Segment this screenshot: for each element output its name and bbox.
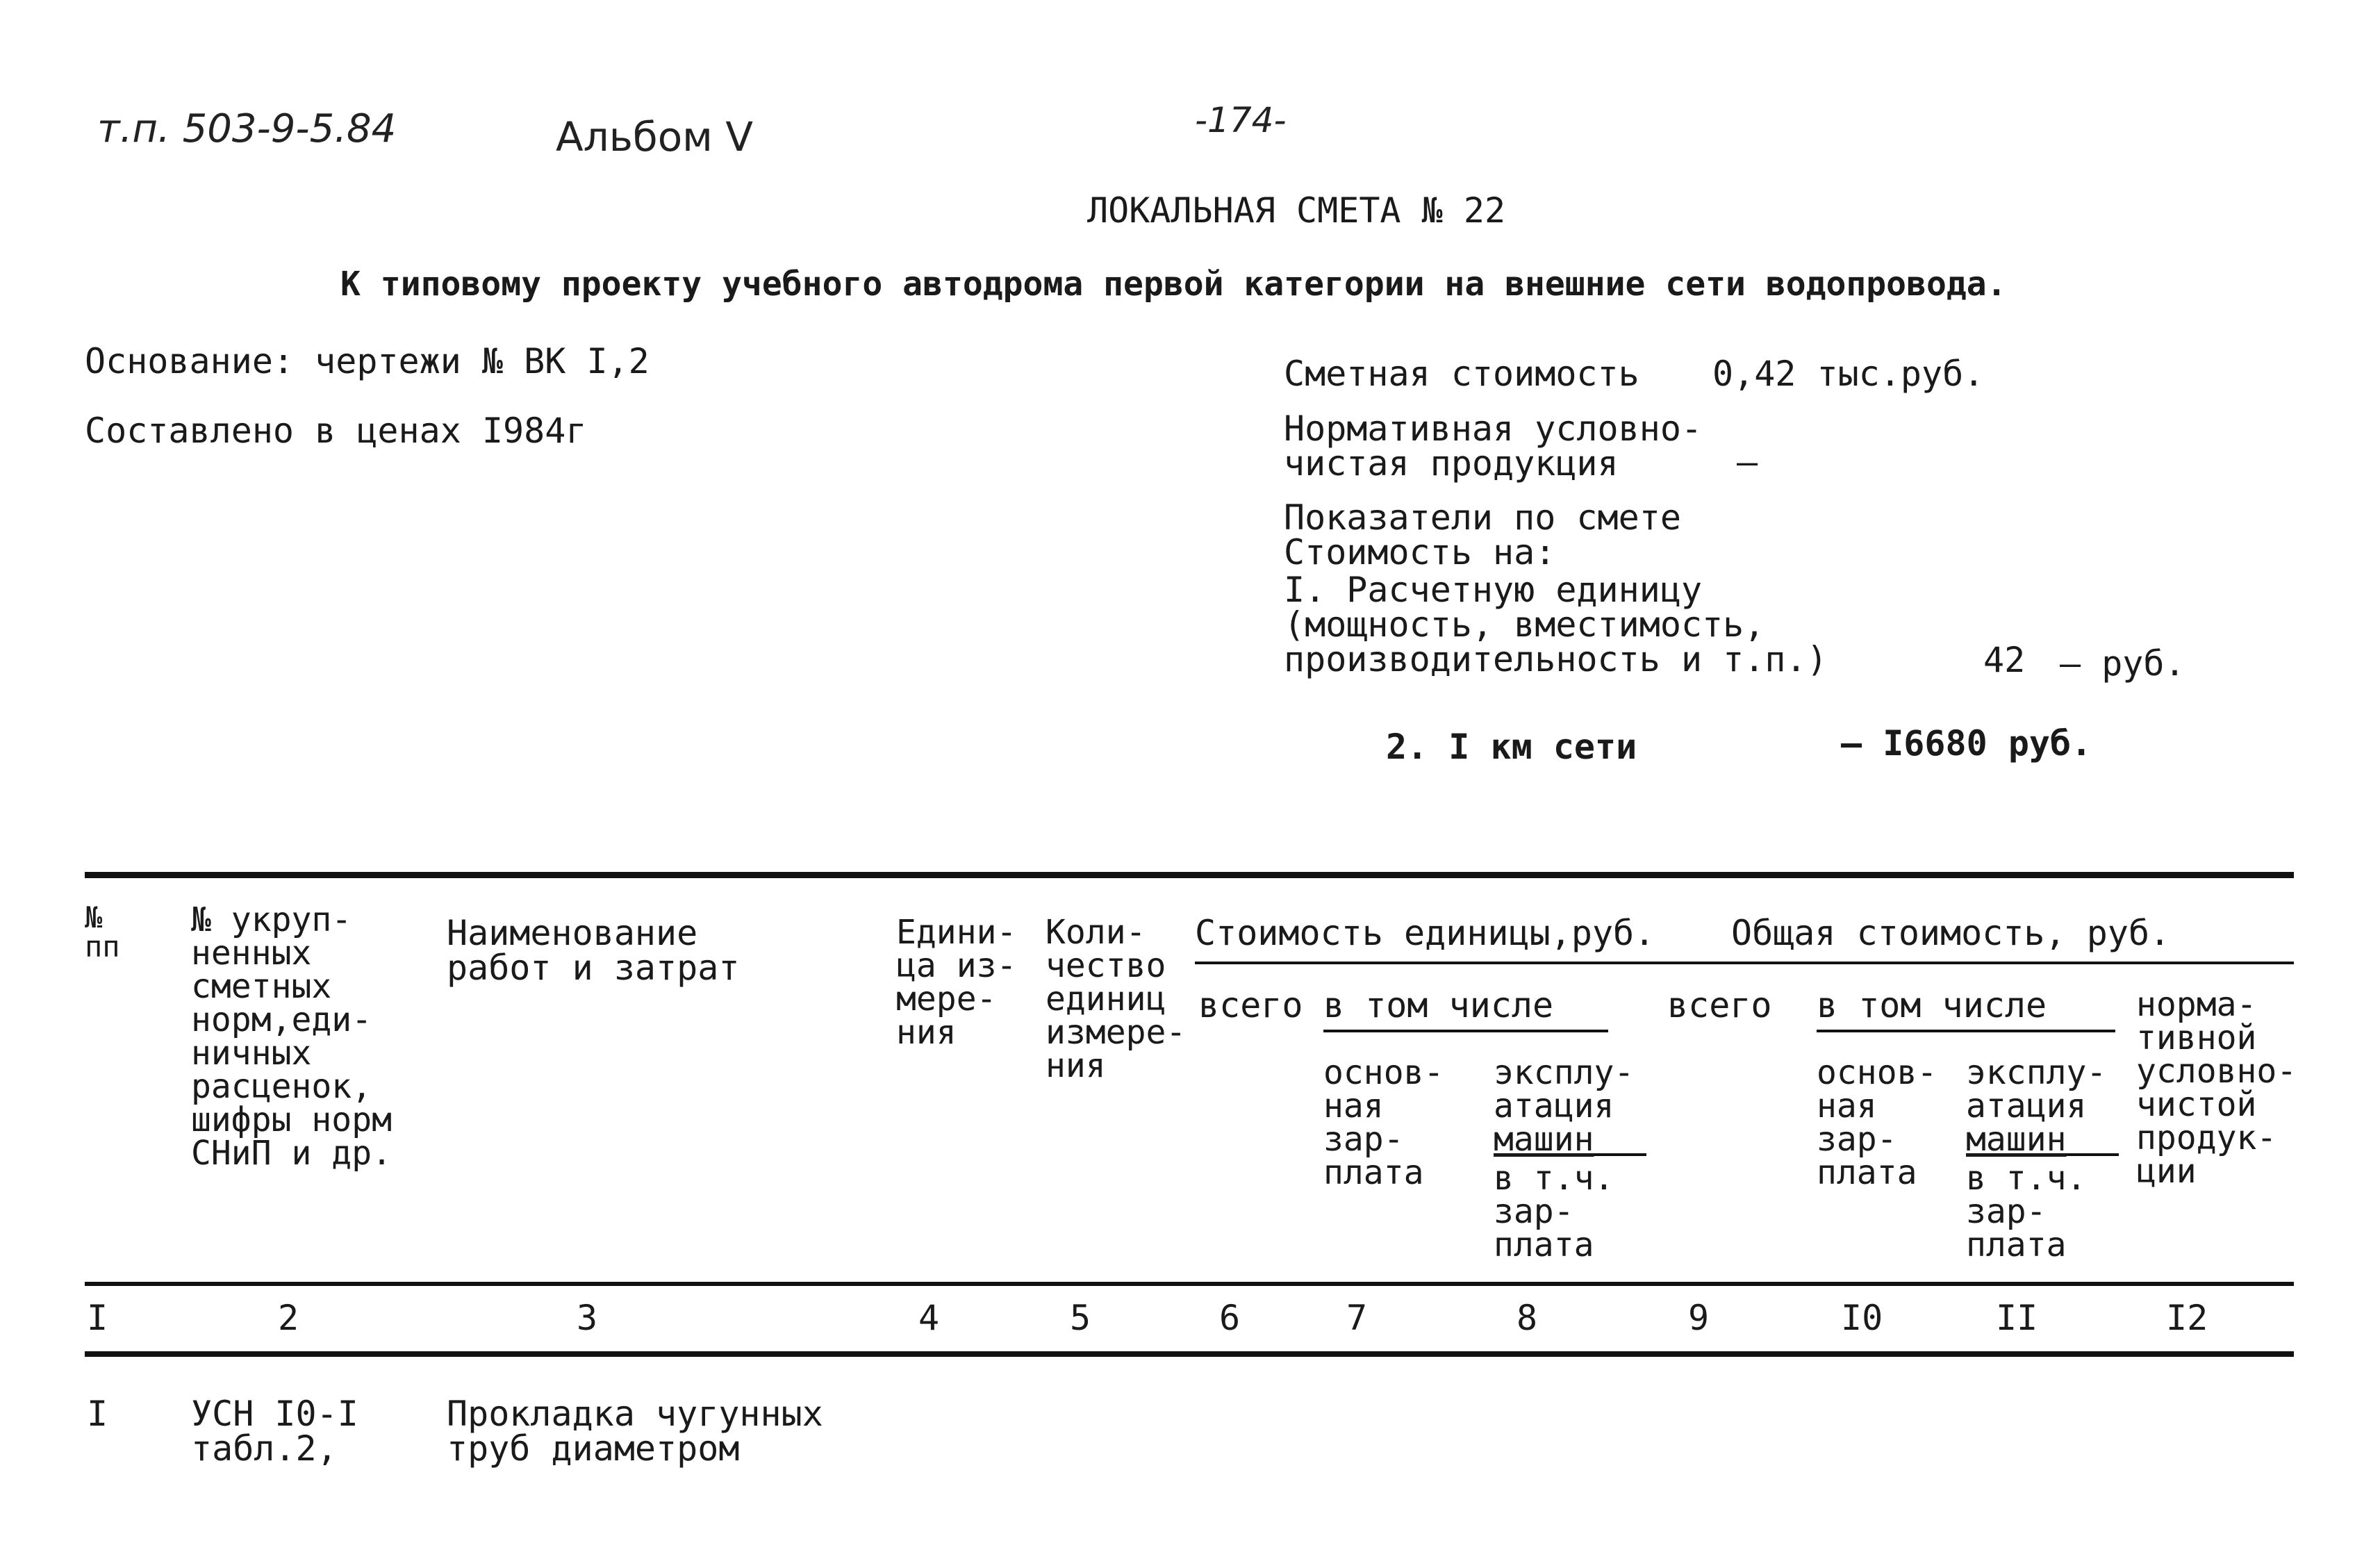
header-unit-including: в том числе	[1323, 985, 1554, 1025]
page-number: -174-	[1195, 100, 1287, 140]
group-rule	[1195, 962, 2294, 964]
project-code: т.п. 503-9-5.84	[97, 106, 397, 151]
network-cost-value: – I6680 руб.	[1841, 723, 2092, 764]
header-norm-code: № укруп- ненных сметных норм,еди- ничных расценок, шифры норм СНиП и др.	[191, 900, 392, 1173]
column-number: 4	[918, 1298, 940, 1338]
subgroup-rule-unit	[1323, 1030, 1608, 1032]
unit-cost-unit: – руб.	[2060, 643, 2185, 684]
column-number: I0	[1841, 1298, 1883, 1338]
header-normative-product: норма- тивной условно- чистой продук- ции	[2136, 985, 2297, 1191]
column-number: I	[87, 1298, 108, 1338]
table-row-name: Прокладка чугунных труб диаметром	[447, 1394, 823, 1469]
cost-label: Сметная стоимость	[1284, 354, 1639, 394]
header-quantity: Коли- чество единиц измере- ния	[1046, 913, 1187, 1085]
header-incl-wage-total: в т.ч. зар- плата	[1966, 1159, 2087, 1264]
subgroup-rule-total	[1817, 1030, 2115, 1032]
header-all-total: всего	[1667, 985, 1772, 1025]
album-label: Альбом V	[556, 113, 754, 160]
header-machine-ops-total: эксплу- атация машин	[1966, 1053, 2107, 1159]
normative-value: –	[1737, 442, 1758, 482]
header-unit-cost-group: Стоимость единицы,руб.	[1195, 913, 1655, 953]
column-number: 9	[1688, 1298, 1710, 1338]
prices-line: Составлено в ценах I984г	[85, 411, 587, 451]
header-basic-wage-unit: основ- ная зар- плата	[1323, 1053, 1444, 1192]
column-number: 2	[278, 1298, 299, 1338]
column-number: 8	[1517, 1298, 1538, 1338]
header-incl-wage-unit: в т.ч. зар- плата	[1494, 1159, 1614, 1264]
document-subtitle: К типовому проекту учебного автодрома первой категории на внешние сети водопровода.	[340, 265, 2007, 304]
column-number: 6	[1219, 1298, 1241, 1338]
basis-line: Основание: чертежи № ВК I,2	[85, 341, 650, 381]
normative-label: Нормативная условно- чистая продукция	[1284, 409, 1703, 484]
header-work-name: Наименование работ и затрат	[447, 913, 740, 988]
cost-value: 0,42 тыс.руб.	[1712, 354, 1985, 394]
table-row-code: УСН I0-I табл.2,	[191, 1394, 358, 1469]
numbers-bottom-rule	[85, 1351, 2294, 1357]
header-basic-wage-total: основ- ная зар- плата	[1817, 1053, 1937, 1192]
column-number: II	[1996, 1298, 2038, 1338]
unit-cost-item: I. Расчетную единицу (мощность, вместимость, производительность и т.п.)	[1284, 570, 1828, 679]
table-top-rule	[85, 872, 2294, 878]
network-cost-label: 2. I км сети	[1386, 727, 1637, 767]
column-number: 5	[1070, 1298, 1091, 1338]
column-number: I2	[2166, 1298, 2208, 1338]
header-all-including: в том числе	[1817, 985, 2047, 1025]
header-unit-total: всего	[1198, 985, 1303, 1025]
column-number: 3	[577, 1298, 598, 1338]
indicators-label: Показатели по смете Стоимость на:	[1284, 497, 1681, 572]
header-machine-ops-unit: эксплу- атация машин	[1494, 1053, 1635, 1159]
unit-cost-value: 42	[1983, 640, 2026, 680]
page-title: ЛОКАЛЬНАЯ СМЕТА № 22	[1087, 190, 1506, 231]
table-row-number: I	[87, 1394, 108, 1434]
header-bottom-rule	[85, 1282, 2294, 1286]
header-number: № пп	[85, 900, 120, 964]
column-number: 7	[1346, 1298, 1368, 1338]
header-unit: Едини- ца из- мере- ния	[896, 913, 1017, 1052]
header-total-cost-group: Общая стоимость, руб.	[1731, 913, 2171, 953]
